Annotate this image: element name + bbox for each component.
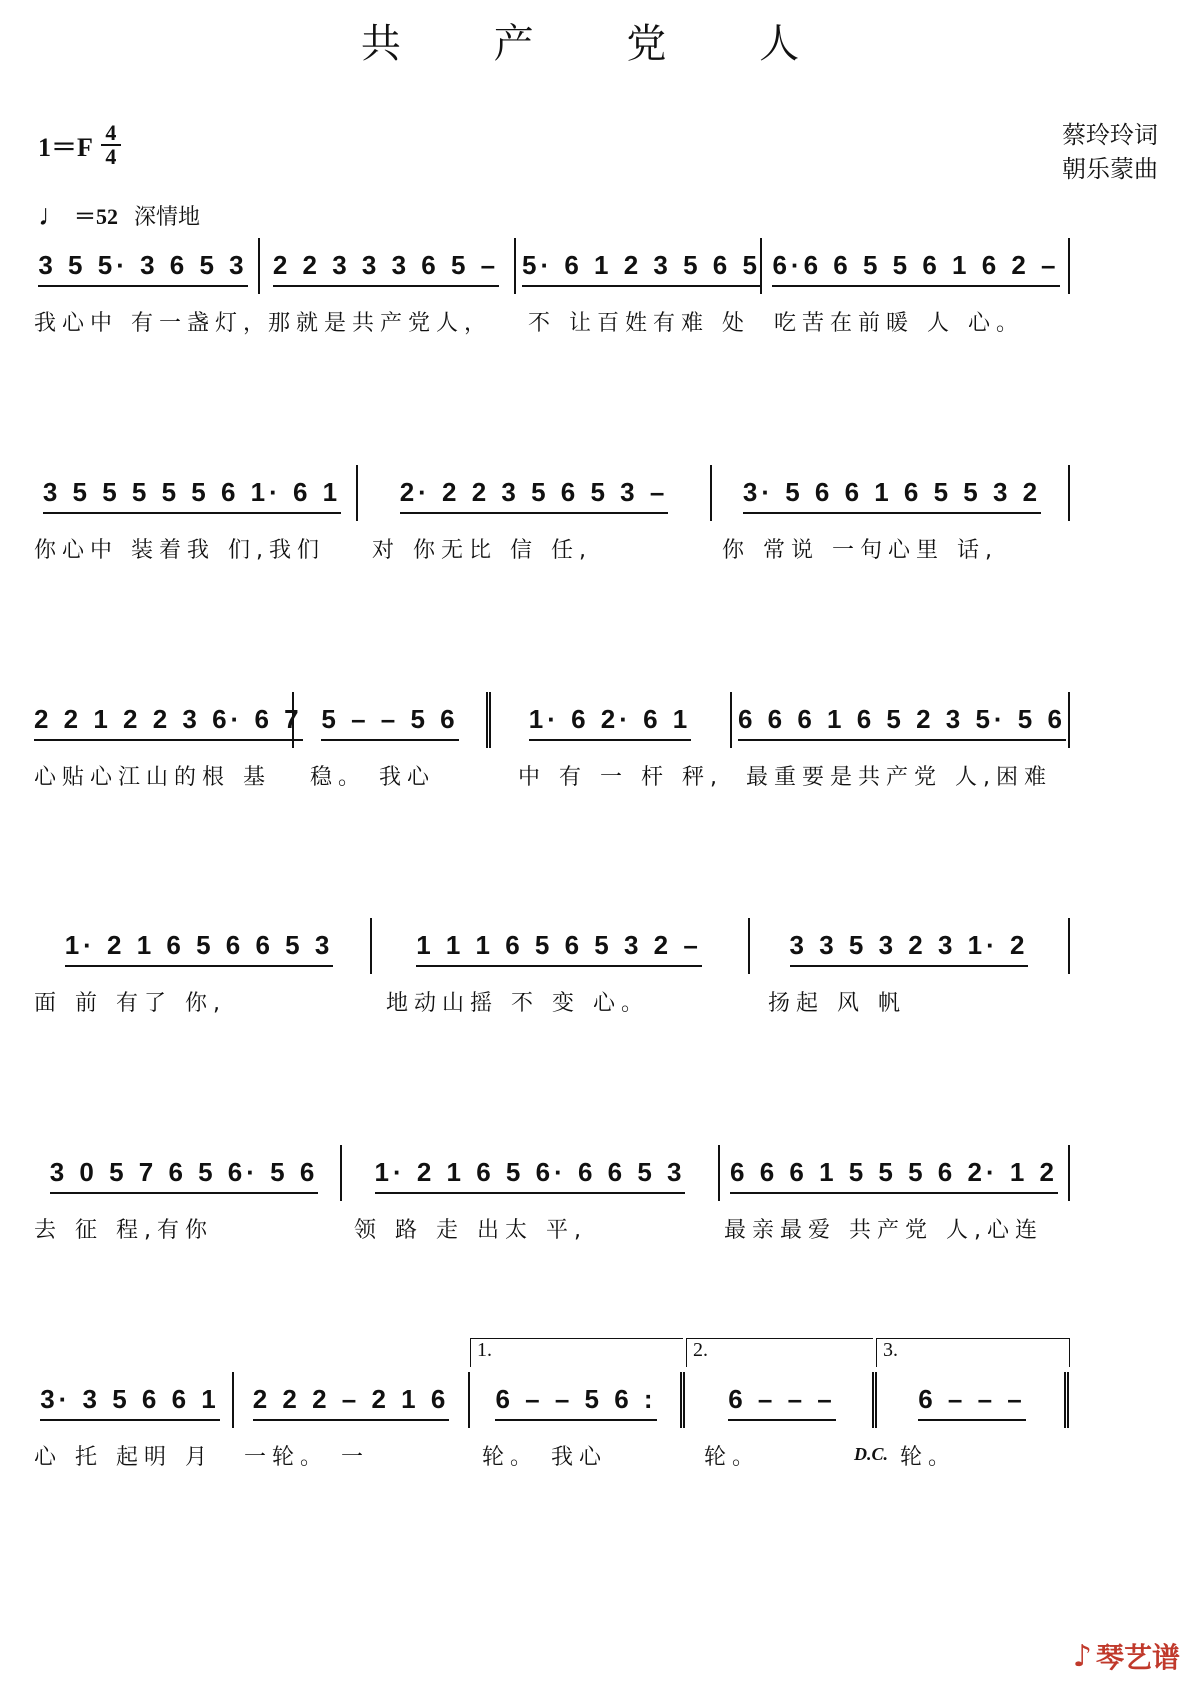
lyric: 吃苦在前暖 人 心。 bbox=[774, 311, 1024, 336]
composer: 朝乐蒙曲 bbox=[1062, 155, 1158, 183]
notes-row bbox=[34, 465, 1164, 525]
measure: 3· 3 5 6 6 1 bbox=[34, 1372, 226, 1432]
measure: 6 – – – bbox=[886, 1372, 1058, 1432]
lyric: 那就是共产党人， bbox=[268, 311, 493, 336]
lyric: 我心中 有一盏灯， bbox=[34, 311, 271, 336]
lyric: 一轮。 一 bbox=[244, 1445, 369, 1470]
logo-music-icon: ♪ bbox=[1072, 1638, 1092, 1674]
system-2 bbox=[34, 465, 1164, 573]
lyric: 轮。 bbox=[704, 1445, 761, 1470]
volta-3: 3. bbox=[876, 1338, 1070, 1367]
measure: 2 2 3 3 3 6 5 – bbox=[266, 238, 506, 298]
time-top: 4 bbox=[105, 120, 117, 145]
time-bottom: 4 bbox=[105, 144, 117, 169]
system-5 bbox=[34, 1145, 1164, 1253]
time-signature bbox=[101, 122, 121, 168]
lyricist: 蔡玲玲词 bbox=[1062, 121, 1158, 149]
lyric: 扬起 风 帆 bbox=[768, 991, 906, 1016]
lyric: 中 有 一 杆 秤, bbox=[518, 765, 723, 790]
lyric: 地动山摇 不 变 心。 bbox=[386, 991, 649, 1016]
notes-row bbox=[34, 238, 1164, 298]
lyric: 稳。 我心 bbox=[310, 765, 435, 790]
lyrics-row bbox=[34, 1213, 1164, 1253]
notes-row bbox=[34, 918, 1164, 978]
key-signature bbox=[38, 122, 121, 168]
measure: 6 6 6 1 5 5 5 6 2· 1 2 bbox=[726, 1145, 1062, 1205]
lyric: 领 路 走 出太 平, bbox=[354, 1218, 587, 1243]
lyric: 你心中 装着我 们,我们 bbox=[34, 538, 325, 563]
lyrics-row bbox=[34, 1440, 1164, 1480]
lyrics-row bbox=[34, 760, 1164, 800]
measure: 6·6 6 5 5 6 1 6 2 – bbox=[768, 238, 1064, 298]
measure: 3 5 5 5 5 5 6 1· 6 1 bbox=[34, 465, 350, 525]
measure: 3 0 5 7 6 5 6· 5 6 bbox=[34, 1145, 334, 1205]
volta-1: 1. bbox=[470, 1338, 683, 1367]
measure: 6 – – 5 6 : bbox=[476, 1372, 676, 1432]
lyric: 对 你无比 信 任, bbox=[372, 538, 592, 563]
site-logo bbox=[1073, 1636, 1180, 1676]
system-6 bbox=[34, 1339, 1164, 1480]
lyric: 你 常说 一句心里 话, bbox=[722, 538, 998, 563]
measure: 1 1 1 6 5 6 5 3 2 – bbox=[378, 918, 740, 978]
system-4 bbox=[34, 918, 1164, 1026]
logo-text: 琴艺谱 bbox=[1095, 1641, 1180, 1674]
notes-row bbox=[34, 692, 1164, 752]
lyric: 心 托 起明 月 bbox=[34, 1445, 213, 1470]
song-title: 共 产 党 人 bbox=[360, 21, 840, 67]
lyrics-row bbox=[34, 986, 1164, 1026]
lyrics-row bbox=[34, 533, 1164, 573]
lyric: 轮。 我心 bbox=[482, 1445, 607, 1470]
lyric: 最重要是共产党 人,困难 bbox=[746, 765, 1052, 790]
tempo-value: ＝52 bbox=[74, 204, 119, 229]
measure: 2· 2 2 3 5 6 5 3 – bbox=[364, 465, 704, 525]
measure: 5 – – 5 6 bbox=[300, 692, 480, 752]
notes-row bbox=[34, 1145, 1164, 1205]
lyrics-row bbox=[34, 306, 1164, 346]
measure: 6 – – – bbox=[694, 1372, 870, 1432]
key-label: 1＝F bbox=[38, 132, 93, 162]
lyric: 面 前 有了 你, bbox=[34, 991, 226, 1016]
system-3 bbox=[34, 692, 1164, 800]
measure: 2 2 2 – 2 1 6 bbox=[240, 1372, 462, 1432]
da-capo-marking: D.C. bbox=[854, 1444, 889, 1464]
measure: 2 2 1 2 2 3 6· 6 7 bbox=[34, 692, 286, 752]
lyric: 不 让百姓有难 处 bbox=[528, 311, 750, 336]
credits bbox=[1062, 118, 1158, 186]
measure: 3 3 5 3 2 3 1· 2 bbox=[756, 918, 1062, 978]
volta-2: 2. bbox=[686, 1338, 873, 1367]
system-1 bbox=[34, 238, 1164, 346]
measure: 3 5 5· 3 6 5 3 bbox=[34, 238, 252, 298]
lyric: 去 征 程,有你 bbox=[34, 1218, 213, 1243]
measure: 1· 6 2· 6 1 bbox=[500, 692, 720, 752]
lyric: 轮。 bbox=[900, 1445, 957, 1470]
tempo-style: 深情地 bbox=[134, 205, 201, 230]
notes-row bbox=[34, 1372, 1164, 1432]
measure: 1· 2 1 6 5 6 6 5 3 bbox=[34, 918, 364, 978]
measure: 3· 5 6 6 1 6 5 5 3 2 bbox=[718, 465, 1066, 525]
quarter-note-icon: ♩ bbox=[38, 198, 68, 232]
measure: 6 6 6 1 6 5 2 3 5· 5 6 bbox=[738, 692, 1064, 752]
measure: 1· 2 1 6 5 6· 6 6 5 3 bbox=[348, 1145, 712, 1205]
measure: 5· 6 1 2 3 5 6 5 bbox=[522, 238, 754, 298]
lyric: 心贴心江山的根 基 bbox=[34, 765, 271, 790]
tempo-marking bbox=[38, 200, 200, 231]
lyric: 最亲最爱 共产党 人,心连 bbox=[724, 1218, 1043, 1243]
